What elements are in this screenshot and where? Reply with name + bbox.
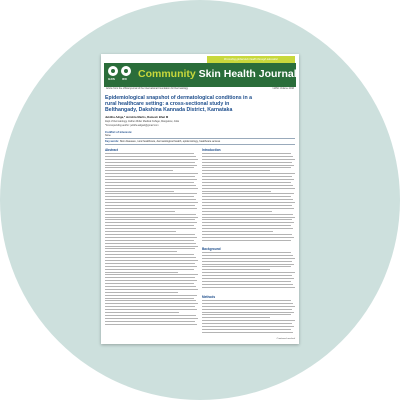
text-line	[105, 246, 198, 247]
text-line	[105, 254, 194, 255]
text-line	[202, 173, 295, 174]
keywords-label: Key words:	[105, 140, 119, 143]
text-line	[202, 165, 294, 166]
text-line	[105, 153, 194, 154]
section-heading-background: Background	[202, 247, 221, 251]
text-line	[202, 196, 291, 197]
text-line	[105, 219, 195, 220]
text-line	[105, 292, 178, 293]
text-line	[202, 231, 273, 232]
text-line	[105, 266, 197, 267]
article-authors: Jukitha Adiga,* Jerishta Martis, Ramesh Bhat M	[105, 115, 169, 119]
text-line	[105, 199, 196, 200]
article-affiliation: Dept of Dermatology, Father Muller Medical College, Mangalore, India	[105, 120, 179, 123]
text-line	[105, 202, 198, 203]
text-line	[105, 283, 194, 284]
text-line	[105, 277, 195, 278]
text-line	[105, 260, 198, 261]
text-line	[105, 193, 197, 194]
text-line	[202, 179, 294, 180]
section-heading-methods: Methods	[202, 295, 216, 299]
text-line	[202, 234, 292, 235]
text-line	[202, 258, 295, 259]
text-line	[202, 153, 291, 154]
text-line	[202, 188, 295, 189]
text-line	[202, 219, 292, 220]
text-line	[105, 179, 197, 180]
text-line	[105, 208, 197, 209]
text-line	[105, 222, 197, 223]
right-column	[202, 148, 295, 344]
text-line	[202, 217, 295, 218]
text-line	[105, 248, 195, 249]
text-line	[105, 300, 196, 301]
official-journal-text: Article from the official journal of the International Foundation for Dermatology	[106, 87, 189, 90]
conflict-value: None	[105, 133, 111, 137]
tagline: Promoting global skin health through education	[207, 56, 295, 63]
text-line	[105, 165, 197, 166]
article-title: Epidemiological snapshot of dermatological conditions in a rural healthcare setting: a cross-sectional study in Belthangady, Dakshina Kannada District, Karnataka	[105, 95, 252, 113]
text-line	[105, 173, 198, 174]
continued-note: Continued overleaf	[276, 338, 295, 340]
text-line	[202, 237, 294, 238]
text-line	[105, 176, 195, 177]
text-line	[202, 317, 270, 318]
abstract-body	[105, 153, 198, 326]
journal-title-rest: Skin Health Journal	[195, 68, 297, 80]
text-line	[105, 237, 197, 238]
keywords-value: Skin diseases, rural healthcare, dermatological health, epidemiology, healthcare access	[119, 140, 221, 143]
ifd-logo-icon	[121, 66, 131, 76]
text-line	[105, 205, 195, 206]
text-line	[105, 170, 173, 171]
text-line	[105, 234, 195, 235]
introduction-body	[202, 153, 295, 243]
text-line	[202, 214, 293, 215]
text-line	[105, 324, 197, 325]
text-line	[105, 214, 196, 215]
text-line	[202, 159, 295, 160]
text-line	[202, 240, 291, 241]
text-line	[105, 272, 178, 273]
text-line	[105, 257, 196, 258]
left-column	[105, 148, 198, 344]
text-line	[105, 298, 194, 299]
text-line	[202, 252, 291, 253]
text-line	[105, 269, 194, 270]
text-line	[202, 284, 293, 285]
text-line	[202, 326, 294, 327]
text-line	[202, 170, 270, 171]
journal-banner	[104, 63, 296, 87]
background-body	[202, 252, 295, 290]
text-line	[202, 167, 291, 168]
text-line	[105, 188, 198, 189]
journal-title	[138, 68, 297, 80]
text-line	[105, 231, 176, 232]
text-line	[105, 295, 197, 296]
text-line	[202, 272, 295, 273]
text-line	[105, 240, 194, 241]
text-line	[202, 228, 293, 229]
journal-title-prefix: Community	[138, 68, 196, 80]
text-line	[202, 287, 295, 288]
text-line	[105, 315, 196, 316]
text-line	[105, 312, 179, 313]
text-line	[202, 261, 292, 262]
text-line	[105, 286, 196, 287]
text-line	[202, 300, 291, 301]
text-line	[202, 309, 292, 310]
text-line	[202, 193, 294, 194]
journal-subbar	[104, 87, 296, 91]
text-line	[202, 205, 292, 206]
text-line	[105, 196, 194, 197]
text-line	[202, 275, 292, 276]
text-line	[105, 217, 198, 218]
keywords-line	[105, 140, 295, 143]
text-line	[105, 167, 194, 168]
text-line	[202, 320, 295, 321]
text-line	[202, 323, 292, 324]
text-line	[202, 208, 294, 209]
text-line	[105, 263, 195, 264]
divider	[105, 138, 295, 139]
text-line	[202, 176, 292, 177]
text-line	[202, 312, 294, 313]
text-line	[202, 202, 295, 203]
text-line	[202, 222, 294, 223]
text-line	[105, 303, 198, 304]
text-line	[202, 329, 291, 330]
text-line	[105, 309, 197, 310]
section-heading-abstract: Abstract	[105, 148, 118, 152]
text-line	[202, 306, 295, 307]
divider	[105, 144, 295, 145]
text-line	[105, 211, 175, 212]
text-line	[202, 278, 294, 279]
article-correspondence: *Corresponding author: jukitha.adiga1@gmail.com	[105, 123, 159, 127]
text-line	[202, 303, 293, 304]
journal-page	[101, 54, 299, 344]
text-line	[105, 251, 177, 252]
text-line	[105, 162, 195, 163]
text-line	[202, 264, 294, 265]
section-heading-introduction: Introduction	[202, 148, 221, 152]
text-line	[105, 318, 198, 319]
text-line	[202, 225, 291, 226]
text-line	[202, 182, 291, 183]
text-line	[202, 211, 272, 212]
text-line	[105, 182, 194, 183]
text-line	[105, 321, 195, 322]
text-line	[202, 269, 270, 270]
ilds-logo-text: ILDS	[108, 77, 115, 81]
text-line	[105, 191, 174, 192]
methods-body	[202, 300, 295, 335]
text-line	[202, 281, 291, 282]
text-line	[105, 185, 196, 186]
text-line	[105, 289, 198, 290]
text-line	[202, 162, 292, 163]
text-line	[105, 225, 194, 226]
text-line	[105, 228, 196, 229]
text-line	[202, 156, 293, 157]
text-line	[202, 314, 291, 315]
text-line	[105, 274, 198, 275]
ifd-logo-text: IFD	[122, 77, 127, 81]
text-line	[105, 280, 197, 281]
volume-text: IJASC Volume 2016	[272, 87, 294, 90]
text-line	[202, 332, 293, 333]
text-line	[105, 156, 196, 157]
text-line	[202, 255, 293, 256]
text-line	[202, 191, 271, 192]
text-line	[105, 159, 198, 160]
text-line	[105, 306, 195, 307]
conflict-label: Conflict of interests:	[105, 130, 133, 134]
text-line	[202, 199, 293, 200]
ilds-logo-icon	[108, 66, 118, 76]
text-line	[105, 243, 196, 244]
text-line	[202, 185, 293, 186]
text-line	[202, 266, 291, 267]
